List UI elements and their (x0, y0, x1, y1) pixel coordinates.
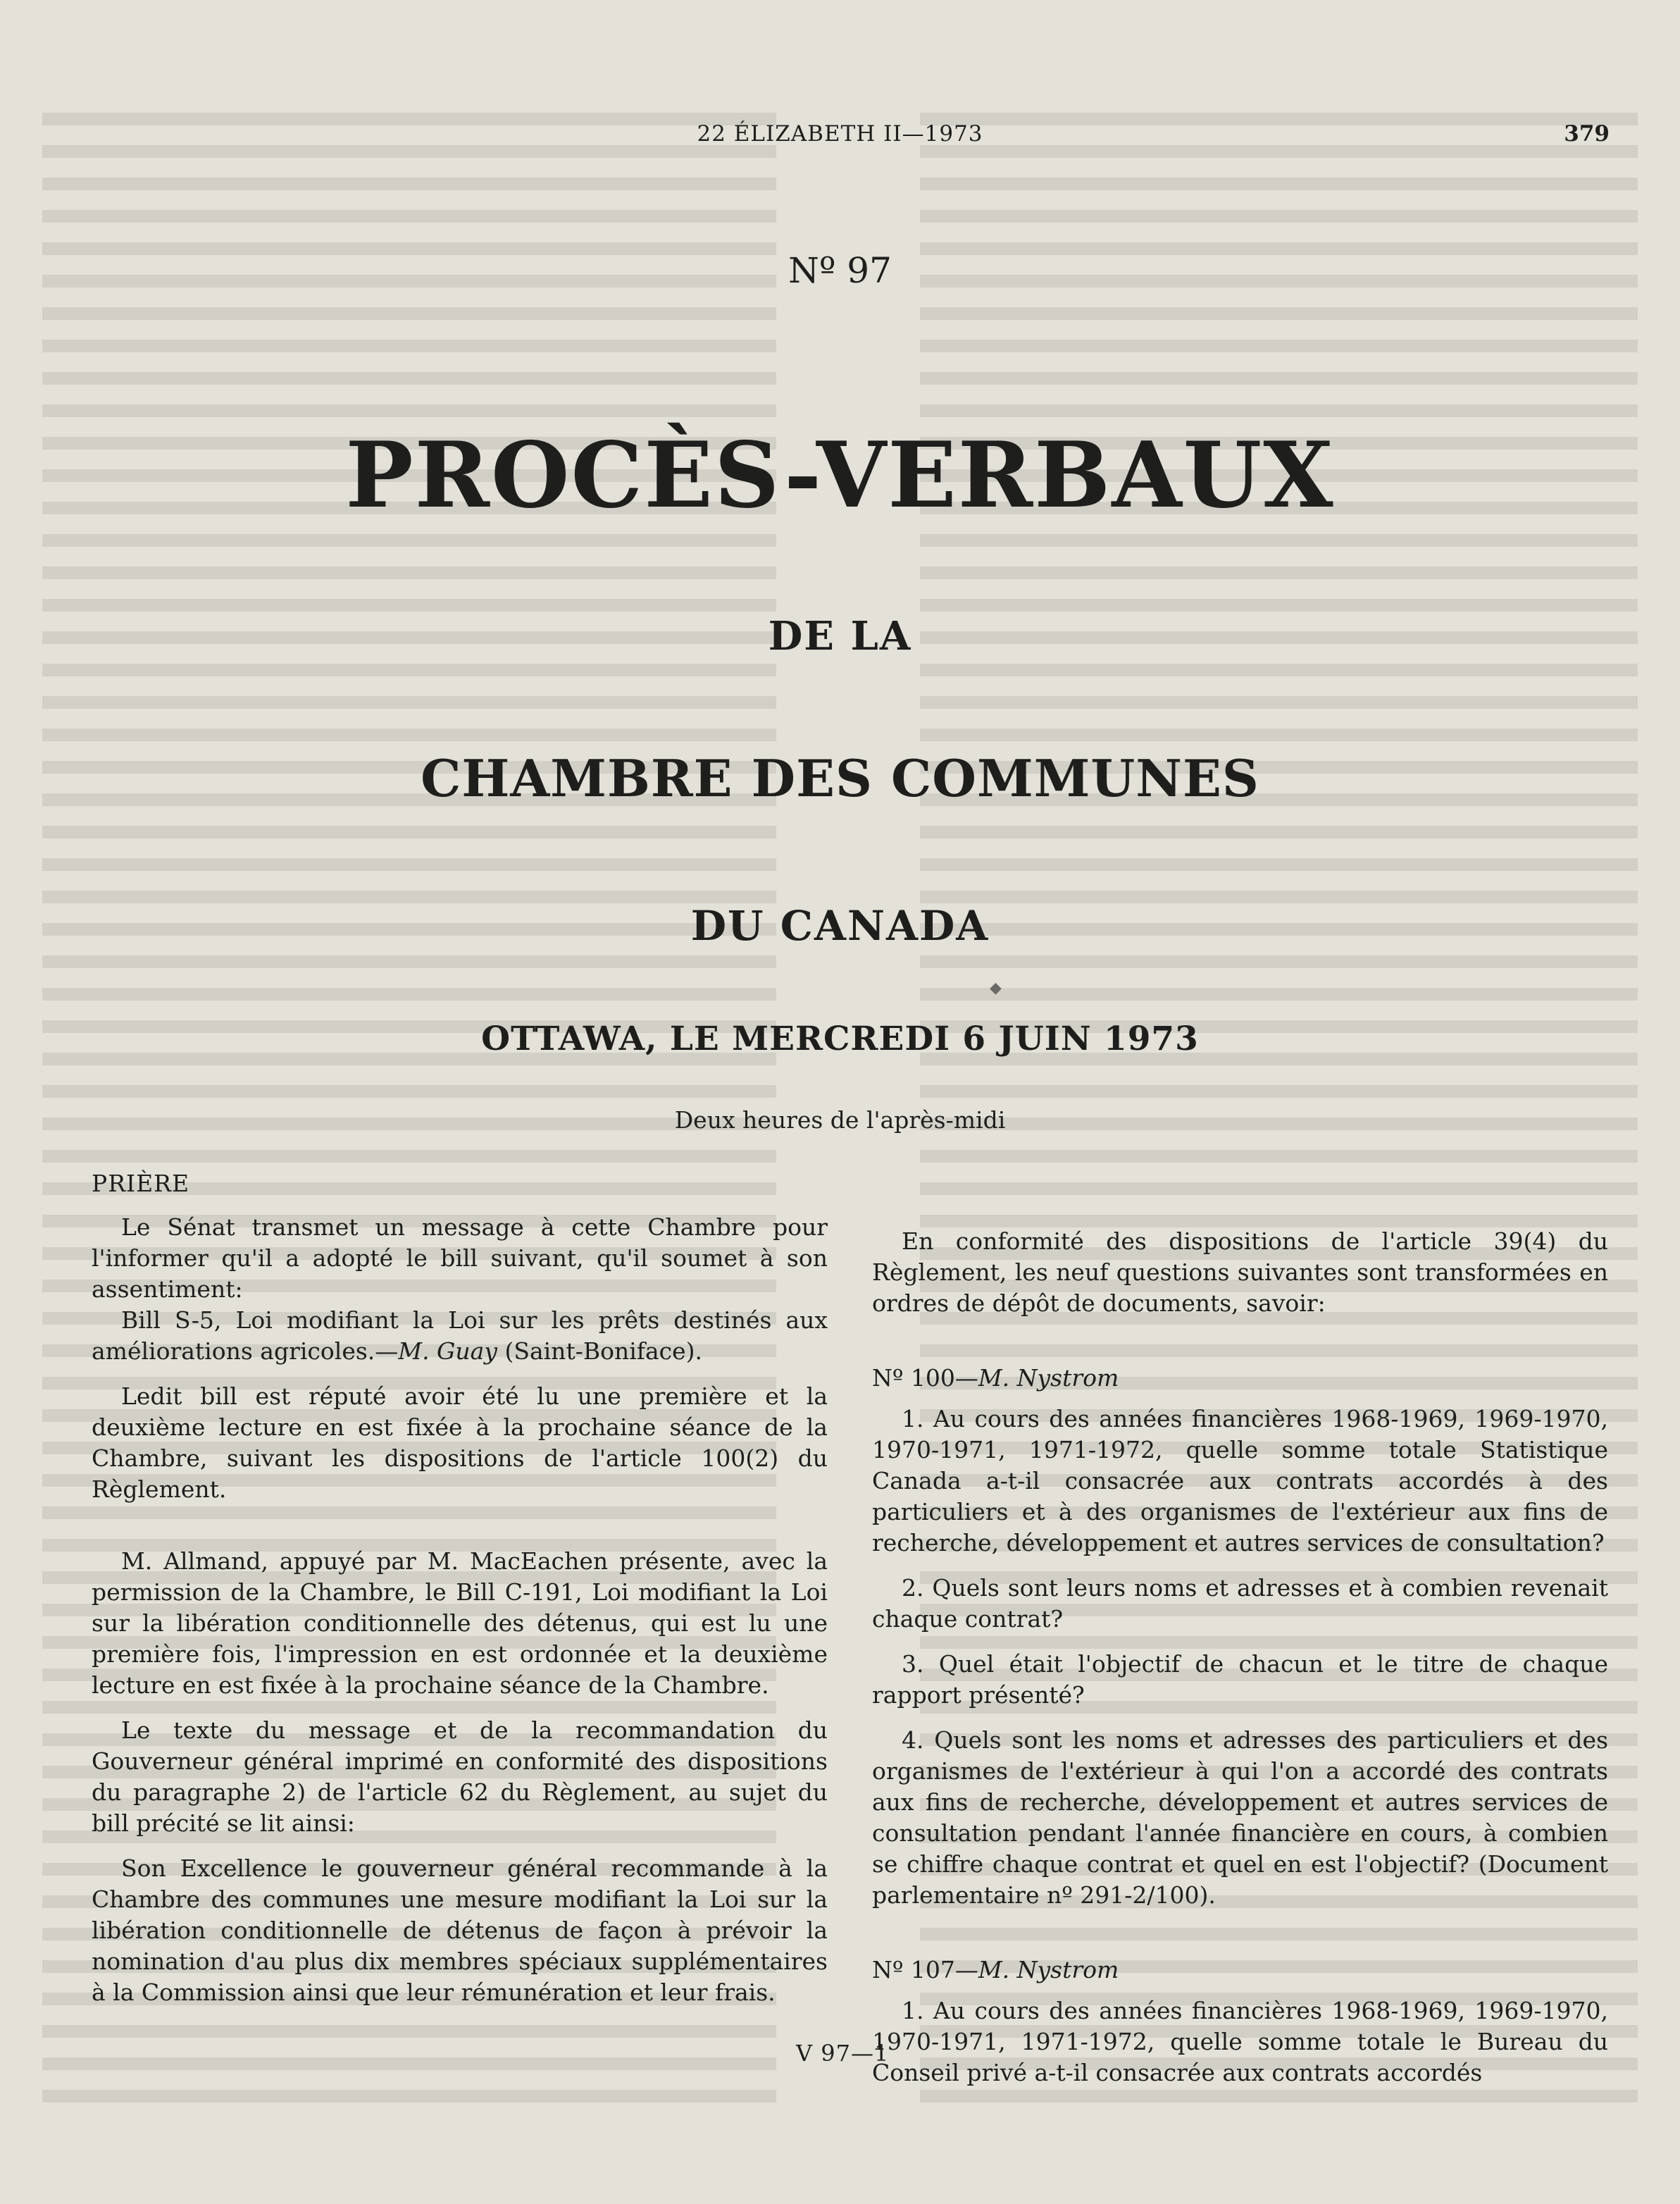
first-reading-paragraph: Ledit bill est réputé avoir été lu une première et la deuxième lecture en est fixée à la prochaine séance de la Chambre, suivant les dispositions de l'article 100(2) du Règlement. (92, 1382, 828, 1503)
sitting-time: Deux heures de l'après-midi (674, 1106, 1006, 1134)
question-100-item-4: 4. Quels sont les noms et adresses des particuliers et des organismes de l'extérieur à qui l'on a accordé des contrats aux fins de recherche, développement et autres services de consultation pendant l'année financière en cours, à combien se chiffre chaque contrat et quel en est l'objectif? (Document parlementaire nº 291-2/100). (872, 1726, 1608, 1909)
signature-mark: V 97—1 (796, 2040, 890, 2067)
message-text-paragraph: Le texte du message et de la recommandation du Gouverneur général imprimé en conformité des dispositions du paragraphe 2) de l'article 62 du Règlement, au sujet du bill précité se lit ainsi: (92, 1716, 828, 1837)
bill-s5-riding: (Saint-Boniface). (497, 1337, 703, 1365)
issue-number: Nº 97 (788, 250, 892, 291)
question-100-item-2: 2. Quels sont leurs noms et adresses et à combien revenait chaque contrat? (872, 1574, 1608, 1633)
bill-s5-text: Bill S-5, Loi modifiant la Loi sur les prêts destinés aux améliorations agricoles.— (92, 1306, 828, 1365)
dateline: OTTAWA, LE MERCREDI 6 JUIN 1973 (481, 1020, 1199, 1058)
senate-message-paragraph: Le Sénat transmet un message à cette Chambre pour l'informer qu'il a adopté le bill suivant, qu'il soumet à son assentiment: (92, 1213, 828, 1303)
title-de-la: DE LA (768, 613, 912, 660)
recommendation-paragraph: Son Excellence le gouverneur général recommande à la Chambre des communes une mesure modifiant la Loi sur la libération conditionnelle de détenus de façon à prévoir la nomination d'au plus dix membres spéciaux supplémentaires à la Commission ainsi que leur rémunération et leur frais. (92, 1855, 828, 2006)
section-heading-priere: PRIÈRE (92, 1170, 190, 1197)
page-number: 379 (1564, 121, 1610, 147)
questions-intro-paragraph: En conformité des dispositions de l'article 39(4) du Règlement, les neuf questions suivantes sont transformées en ordres de dépôt de documents, savoir: (872, 1227, 1608, 1317)
question-107-member: M. Nystrom (978, 1956, 1119, 1983)
allmand-motion-paragraph: M. Allmand, appuyé par M. MacEachen présente, avec la permission de la Chambre, le Bill C-191, Loi modifiant la Loi sur la libération conditionnelle des détenus, qui est lu une première fois, l'impression en est ordonnée et la deuxième lecture en est fixée à la prochaine séance de la Chambre. (92, 1547, 828, 1699)
bill-s5-sponsor: M. Guay (398, 1337, 497, 1365)
bill-s5-paragraph (92, 1305, 828, 1367)
question-107-item-1: 1. Au cours des années financières 1968-1969, 1969-1970, 1970-1971, 1971-1972, quelle somme totale le Bureau du Conseil privé a-t-il consacrée aux contrats accordés (872, 1997, 1608, 2086)
question-100-item-3: 3. Quel était l'objectif de chacun et le titre de chaque rapport présenté? (872, 1650, 1608, 1709)
right-column (872, 1226, 1608, 2103)
ornament-dot: ◆ (990, 979, 1002, 997)
question-100-heading (872, 1363, 1608, 1394)
running-head: 22 ÉLIZABETH II—1973 (697, 121, 983, 147)
question-100-number: Nº 100— (872, 1364, 978, 1392)
left-column (92, 1168, 828, 2022)
question-107-heading (872, 1955, 1608, 1986)
page-header (0, 121, 1680, 149)
title-country: DU CANADA (690, 902, 990, 950)
main-title: PROCÈS-VERBAUX (345, 423, 1335, 528)
question-107-number: Nº 107— (872, 1956, 978, 1983)
question-100-item-1: 1. Au cours des années financières 1968-1969, 1969-1970, 1970-1971, 1971-1972, quelle somme totale Statistique Canada a-t-il consacrée aux contrats accordés à des particuliers et à des organismes de l'extérieur aux fins de recherche, développement et autres services de consultation? (872, 1405, 1608, 1556)
question-100-member: M. Nystrom (978, 1364, 1119, 1392)
title-chamber: CHAMBRE DES COMMUNES (421, 748, 1259, 808)
